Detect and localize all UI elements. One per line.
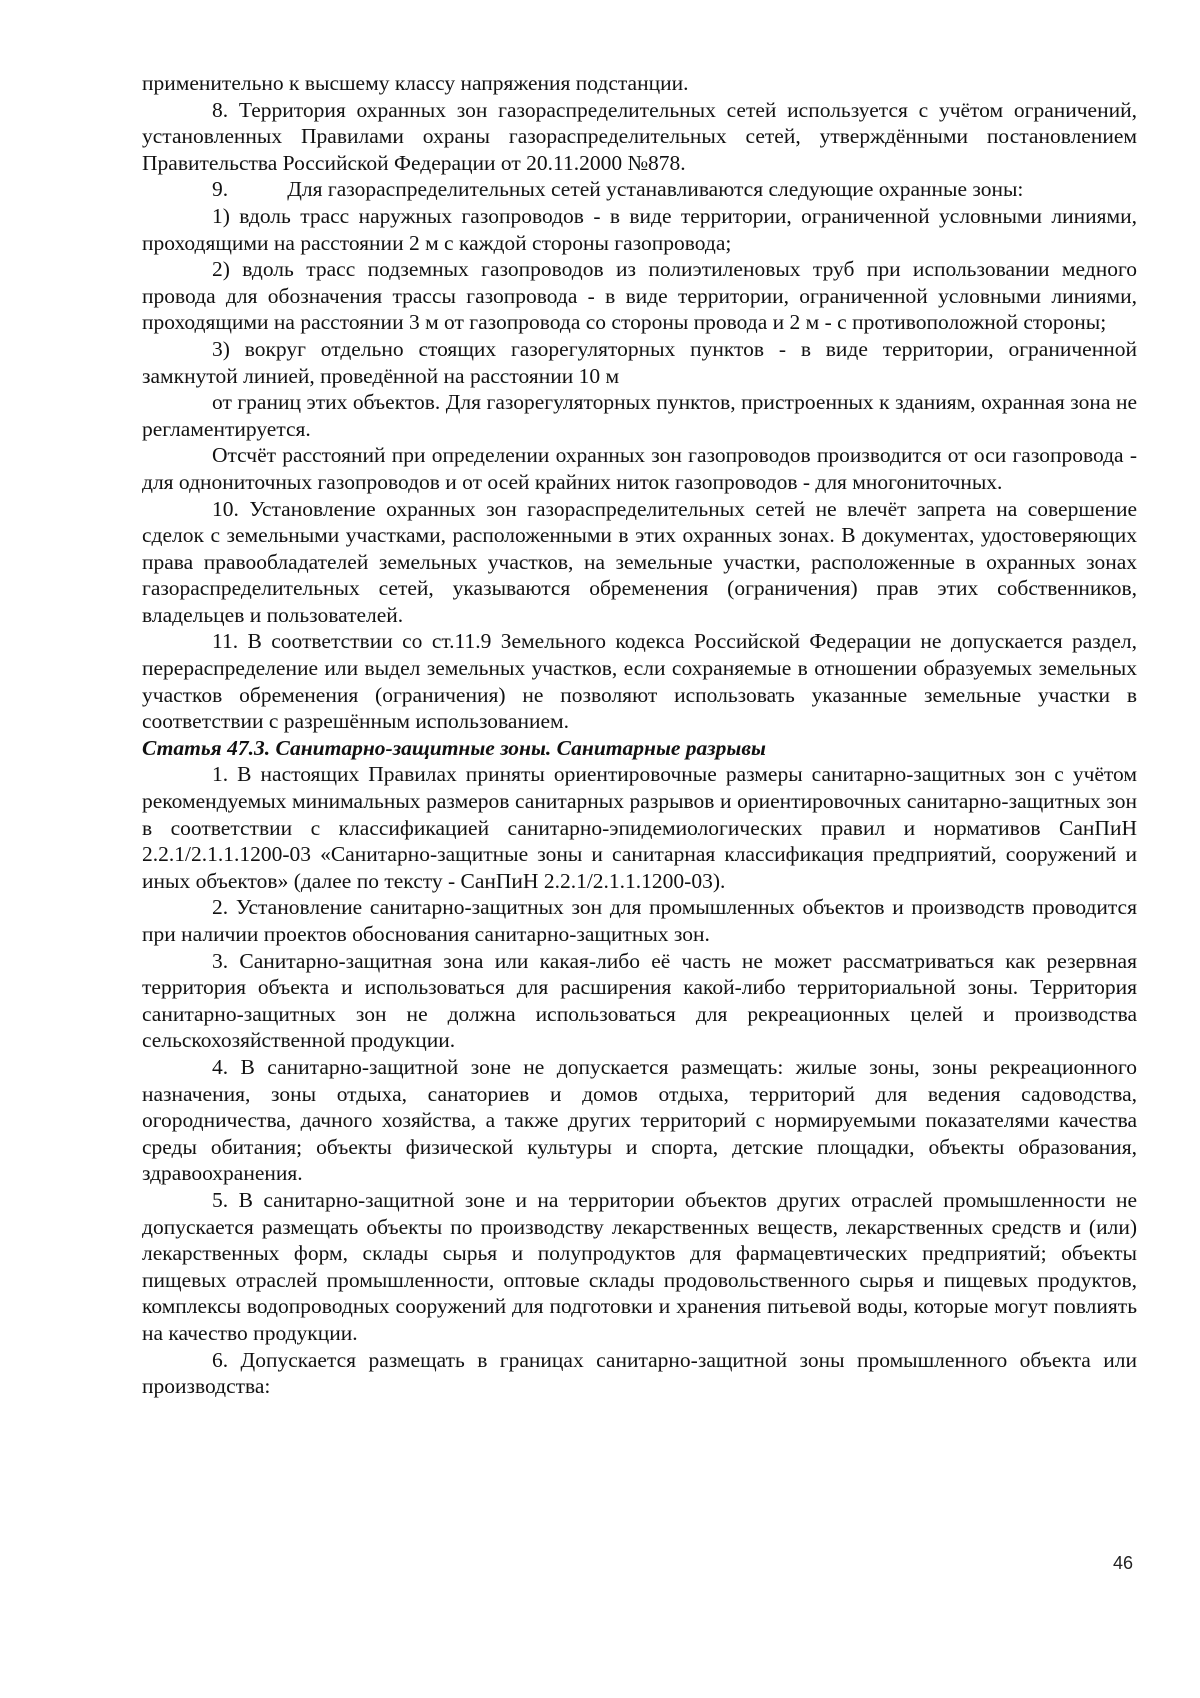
paragraph: 5. В санитарно-защитной зоне и на территории объектов других отраслей промышленности не допускается размещать объекты по производству лекарственных веществ, лекарственных средств и (или) лекарственных форм, склады сырья и полупродуктов для фармацевтических предприятий; объекты пищевых отраслей промышленности, оптовые склады продовольственного сырья и пищевых продуктов, комплексы водопроводных сооружений для подготовки и хранения питьевой воды, которые могут повлиять на качество продукции. <box>142 1187 1137 1345</box>
paragraph: 10. Установление охранных зон газораспределительных сетей не влечёт запрета на совершение сделок с земельными участками, расположенными в этих охранных зонах. В документах, удостоверяющих права правообладателей земельных участков, на земельные участки, расположенные в охранных зонах газораспределительных сетей, указываются обременения (ограничения) прав этих собственников, владельцев и пользователей. <box>142 496 1137 627</box>
paragraph: 1. В настоящих Правилах приняты ориентировочные размеры санитарно-защитных зон с учётом рекомендуемых минимальных размеров санитарных разрывов и ориентировочных санитарно-защитных зон в соответствии с классификацией санитарно-эпидемиологических правил и нормативов СанПиН 2.2.1/2.1.1.1200-03 «Санитарно-защитные зоны и санитарная классификация предприятий, сооружений и иных объектов» (далее по тексту - СанПиН 2.2.1/2.1.1.1200-03). <box>142 762 1137 893</box>
article-heading: Статья 47.3. Санитарно-защитные зоны. Санитарные разрывы <box>142 735 766 760</box>
paragraph: 9. Для газораспределительных сетей устанавливаются следующие охранные зоны: <box>212 177 1024 202</box>
paragraph: от границ этих объектов. Для газорегуляторных пунктов, пристроенных к зданиям, охранная зона не регламентируется. <box>142 390 1137 441</box>
paragraph: 1) вдоль трасс наружных газопроводов - в виде территории, ограниченной условными линиями, проходящими на расстоянии 2 м с каждой стороны газопровода; <box>142 203 1137 255</box>
paragraph: 8. Территория охранных зон газораспределительных сетей используется с учётом ограничений, установленных Правилами охраны газораспределительных сетей, утверждёнными постановлением Правительства Российской Федерации от 20.11.2000 №878. <box>142 97 1137 175</box>
paragraph: 4. В санитарно-защитной зоне не допускается размещать: жилые зоны, зоны рекреационного назначения, зоны отдыха, санаториев и домов отдыха, территорий для ведения садоводства, огородничества, дачного хозяйства, а также других территорий с нормируемыми показателями качества среды обитания; объекты физической культуры и спорта, детские площадки, объекты образования, здравоохранения. <box>142 1054 1137 1186</box>
paragraph: Отсчёт расстояний при определении охранных зон газопроводов производится от оси газопровода - для однониточных газопроводов и от осей крайних ниток газопроводов - для многониточных. <box>142 443 1137 494</box>
paragraph: 2) вдоль трасс подземных газопроводов из полиэтиленовых труб при использовании медного провода для обозначения трассы газопровода - в виде территории, ограниченной условными линиями, проходящими на расстоянии 3 м от газопровода со стороны провода и 2 м - с противоположной стороны; <box>142 257 1137 335</box>
paragraph: 2. Установление санитарно-защитных зон для промышленных объектов и производств проводится при наличии проектов обоснования санитарно-защитных зон. <box>142 895 1137 946</box>
paragraph: 3) вокруг отдельно стоящих газорегуляторных пунктов - в виде территории, ограниченной замкнутой линией, проведённой на расстоянии 10 м <box>142 336 1137 388</box>
paragraph: 11. В соответствии со ст.11.9 Земельного кодекса Российской Федерации не допускается раздел, перераспределение или выдел земельных участков, если сохраняемые в отношении образуемых земельных участков обременения (ограничения) не позволяют использовать указанные земельные участки в соответствии с разрешённым использованием. <box>142 629 1137 734</box>
paragraph: 6. Допускается размещать в границах санитарно-защитной зоны промышленного объекта или производства: <box>142 1347 1137 1399</box>
document-page <box>142 70 1137 1400</box>
paragraph: применительно к высшему классу напряжения подстанции. <box>142 71 689 95</box>
paragraph: 3. Санитарно-защитная зона или какая-либо её часть не может рассматриваться как резервная территория объекта и использоваться для расширения какой-либо территориальной зоны. Территория санитарно-защитных зон не должна использоваться для рекреационных целей и производства сельскохозяйственной продукции. <box>142 948 1137 1053</box>
page-number: 46 <box>1112 1553 1133 1573</box>
